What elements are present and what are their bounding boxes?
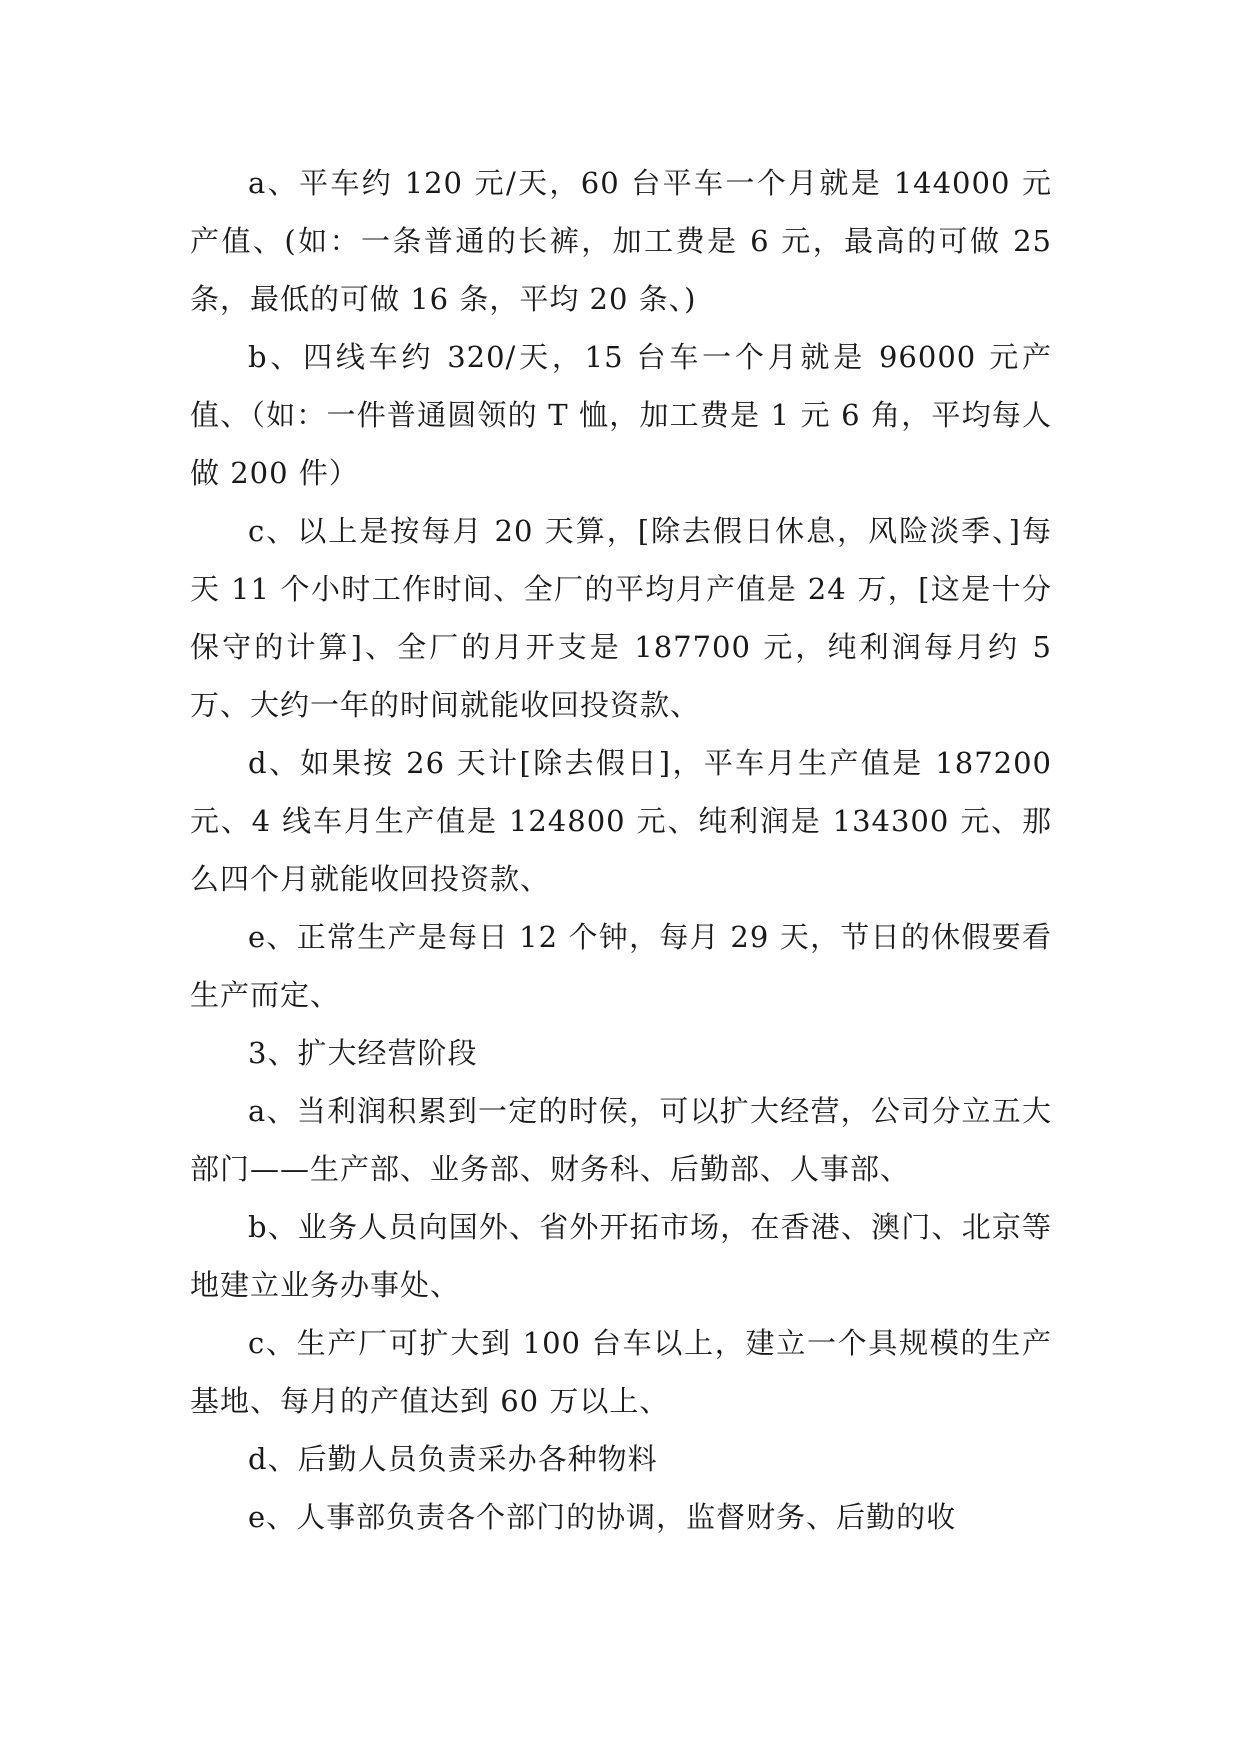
paragraph-b-four-thread-machines: b、四线车约 320/天，15 台车一个月就是 96000 元产值、（如：一件普通圆领的 T 恤，加工费是 1 元 6 角，平均每人做 200 件） <box>190 340 1052 490</box>
paragraph-d-26-day-calculation: d、如果按 26 天计[除去假日]，平车月生产值是 187200 元、4 线车月生产值是 124800 元、纯利润是 134300 元、那么四个月就能收回投资款、 <box>190 746 1052 896</box>
section-heading-expansion: 3、扩大经营阶段 <box>248 1036 478 1070</box>
paragraph-a-departments: a、当利润积累到一定的时侯，可以扩大经营，公司分立五大部门——生产部、业务部、财务科、后勤部、人事部、 <box>190 1094 1052 1186</box>
paragraph-a-flat-machines: a、平车约 120 元/天，60 台平车一个月就是 144000 元产值、(如：一条普通的长裤，加工费是 6 元，最高的可做 25 条，最低的可做 16 条，平均 20 条、) <box>190 166 1052 316</box>
paragraph-e-personnel: e、人事部负责各个部门的协调，监督财务、后勤的收 <box>248 1500 957 1534</box>
paragraph-c-monthly-calculation: c、以上是按每月 20 天算，[除去假日休息，风险淡季、]每天 11 个小时工作时间、全厂的平均月产值是 24 万，[这是十分保守的计算]、全厂的月开支是 187700 元，纯利润每月约 5 万、大约一年的时间就能收回投资款、 <box>190 514 1052 722</box>
paragraph-c-production-base: c、生产厂可扩大到 100 台车以上，建立一个具规模的生产基地、每月的产值达到 60 万以上、 <box>190 1326 1052 1418</box>
document-page <box>190 154 1052 1546</box>
paragraph-e-normal-production: e、正常生产是每日 12 个钟，每月 29 天，节日的休假要看生产而定、 <box>190 920 1052 1012</box>
paragraph-b-business-offices: b、业务人员向国外、省外开拓市场，在香港、澳门、北京等地建立业务办事处、 <box>190 1210 1052 1302</box>
paragraph-d-logistics: d、后勤人员负责采办各种物料 <box>248 1442 658 1476</box>
